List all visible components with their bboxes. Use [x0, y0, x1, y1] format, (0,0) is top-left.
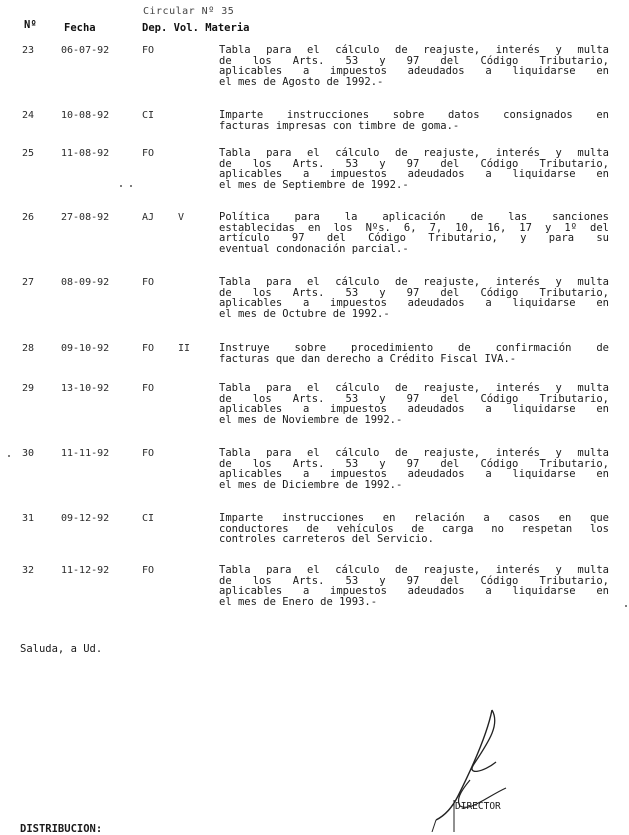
- entry-subject-line: aplicables a impuestos adeudados a liquidarse en: [219, 585, 609, 598]
- entry-number: 24: [22, 110, 35, 121]
- entry-subject-line: conductores de vehículos de carga no respetan los: [219, 522, 609, 535]
- entry-number: 30: [22, 448, 35, 459]
- entry-subject-line: Instruye sobre procedimiento de confirmación de: [219, 342, 609, 354]
- entry-date: 09-10-92: [61, 343, 110, 354]
- entry-subject-line: de los Arts. 53 y 97 del Código Tributario,: [219, 157, 609, 170]
- entry-department: FO: [142, 45, 155, 56]
- entry-date: 11-12-92: [61, 565, 110, 576]
- scan-speck: [8, 455, 10, 457]
- entry-subject-line: facturas que dan derecho a Crédito Fiscal IVA.-: [219, 352, 517, 365]
- entry-subject-line: facturas impresas con timbre de goma.-: [219, 119, 460, 132]
- entry-department: AJ: [142, 212, 155, 223]
- entry-number: 26: [22, 212, 35, 223]
- entry-number: 25: [22, 148, 35, 159]
- entry-subject-line: aplicables a impuestos adeudados a liquidarse en: [219, 403, 609, 416]
- entry-subject-line: controles carreteros del Servicio.: [219, 533, 434, 546]
- entry-department: FO: [142, 448, 155, 459]
- entry-subject: [219, 448, 609, 490]
- entry-subject-line: de los Arts. 53 y 97 del Código Tributario,: [219, 286, 609, 299]
- entry-subject-line: aplicables a impuestos adeudados a liquidarse en: [219, 65, 609, 78]
- entry-subject-line: Imparte instrucciones sobre datos consignados en: [219, 109, 609, 121]
- circular-label: Circular Nº 35: [143, 6, 235, 17]
- entry-subject-line: el mes de Enero de 1993.-: [219, 595, 378, 608]
- entry-department: CI: [142, 513, 155, 524]
- entry-subject: [219, 565, 609, 607]
- entry-number: 28: [22, 343, 35, 354]
- scan-speck: [625, 605, 627, 607]
- entry-date: 13-10-92: [61, 383, 110, 394]
- header-fecha: Fecha: [64, 22, 96, 34]
- entry-subject-line: Tabla para el cálculo de reajuste, interés y multa: [219, 276, 609, 288]
- entry-subject-line: Política para la aplicación de las sanciones: [219, 211, 609, 223]
- entry-department: CI: [142, 110, 155, 121]
- scan-speck: [120, 185, 122, 187]
- entry-department: FO: [142, 343, 155, 354]
- header-dep-vol-materia: Dep. Vol. Materia: [142, 22, 250, 34]
- entry-subject: [219, 45, 609, 87]
- entry-number: 29: [22, 383, 35, 394]
- entry-number: 27: [22, 277, 35, 288]
- entry-subject: [219, 148, 609, 190]
- entry-subject-line: aplicables a impuestos adeudados a liquidarse en: [219, 168, 609, 181]
- entry-number: 32: [22, 565, 35, 576]
- entry-subject-line: Imparte instrucciones en relación a casos en que: [219, 512, 609, 524]
- entry-date: 10-08-92: [61, 110, 110, 121]
- entry-subject-line: de los Arts. 53 y 97 del Código Tributario,: [219, 392, 609, 405]
- header-num: Nº: [24, 19, 37, 31]
- distribution-label: DISTRIBUCION:: [20, 823, 103, 835]
- entry-department: FO: [142, 277, 155, 288]
- entry-subject-line: establecidas en los Nºs. 6, 7, 10, 16, 17 y 1º del: [219, 221, 609, 234]
- entry-subject-line: Tabla para el cálculo de reajuste, interés y multa: [219, 447, 609, 459]
- entry-subject: [219, 513, 609, 545]
- entry-date: 09-12-92: [61, 513, 110, 524]
- scan-speck: [130, 185, 132, 187]
- entry-subject-line: eventual condonación parcial.-: [219, 242, 409, 255]
- entry-subject: [219, 110, 609, 131]
- entry-subject-line: de los Arts. 53 y 97 del Código Tributario,: [219, 457, 609, 470]
- entry-subject-line: el mes de Noviembre de 1992.-: [219, 413, 403, 426]
- entry-subject-line: el mes de Agosto de 1992.-: [219, 75, 384, 88]
- entry-subject-line: de los Arts. 53 y 97 del Código Tributario,: [219, 574, 609, 587]
- entry-subject-line: el mes de Diciembre de 1992.-: [219, 478, 403, 491]
- entry-subject-line: Tabla para el cálculo de reajuste, interés y multa: [219, 564, 609, 576]
- entry-subject-line: Tabla para el cálculo de reajuste, interés y multa: [219, 147, 609, 159]
- entry-subject-line: aplicables a impuestos adeudados a liquidarse en: [219, 297, 609, 310]
- entry-subject: [219, 212, 609, 254]
- entry-date: 06-07-92: [61, 45, 110, 56]
- entry-subject-line: artículo 97 del Código Tributario, y para su: [219, 232, 609, 245]
- entry-subject-line: el mes de Septiembre de 1992.-: [219, 178, 409, 191]
- entry-subject: [219, 343, 609, 364]
- entry-subject-line: aplicables a impuestos adeudados a liquidarse en: [219, 468, 609, 481]
- entry-number: 31: [22, 513, 35, 524]
- entry-date: 08-09-92: [61, 277, 110, 288]
- entry-subject: [219, 277, 609, 319]
- entry-department: FO: [142, 565, 155, 576]
- entry-subject-line: Tabla para el cálculo de reajuste, interés y multa: [219, 382, 609, 394]
- closing-text: Saluda, a Ud.: [20, 643, 103, 655]
- signatory-title: DIRECTOR: [455, 801, 501, 812]
- entry-department: FO: [142, 383, 155, 394]
- entry-subject-line: de los Arts. 53 y 97 del Código Tributario,: [219, 54, 609, 67]
- entry-subject-line: Tabla para el cálculo de reajuste, interés y multa: [219, 44, 609, 56]
- entry-subject-line: el mes de Octubre de 1992.-: [219, 307, 390, 320]
- entry-volume: V: [178, 212, 185, 223]
- entry-department: FO: [142, 148, 155, 159]
- entry-date: 27-08-92: [61, 212, 110, 223]
- entry-number: 23: [22, 45, 35, 56]
- director-signature: [430, 700, 540, 832]
- entry-volume: II: [178, 343, 191, 354]
- entry-date: 11-11-92: [61, 448, 110, 459]
- entry-date: 11-08-92: [61, 148, 110, 159]
- entry-subject: [219, 383, 609, 425]
